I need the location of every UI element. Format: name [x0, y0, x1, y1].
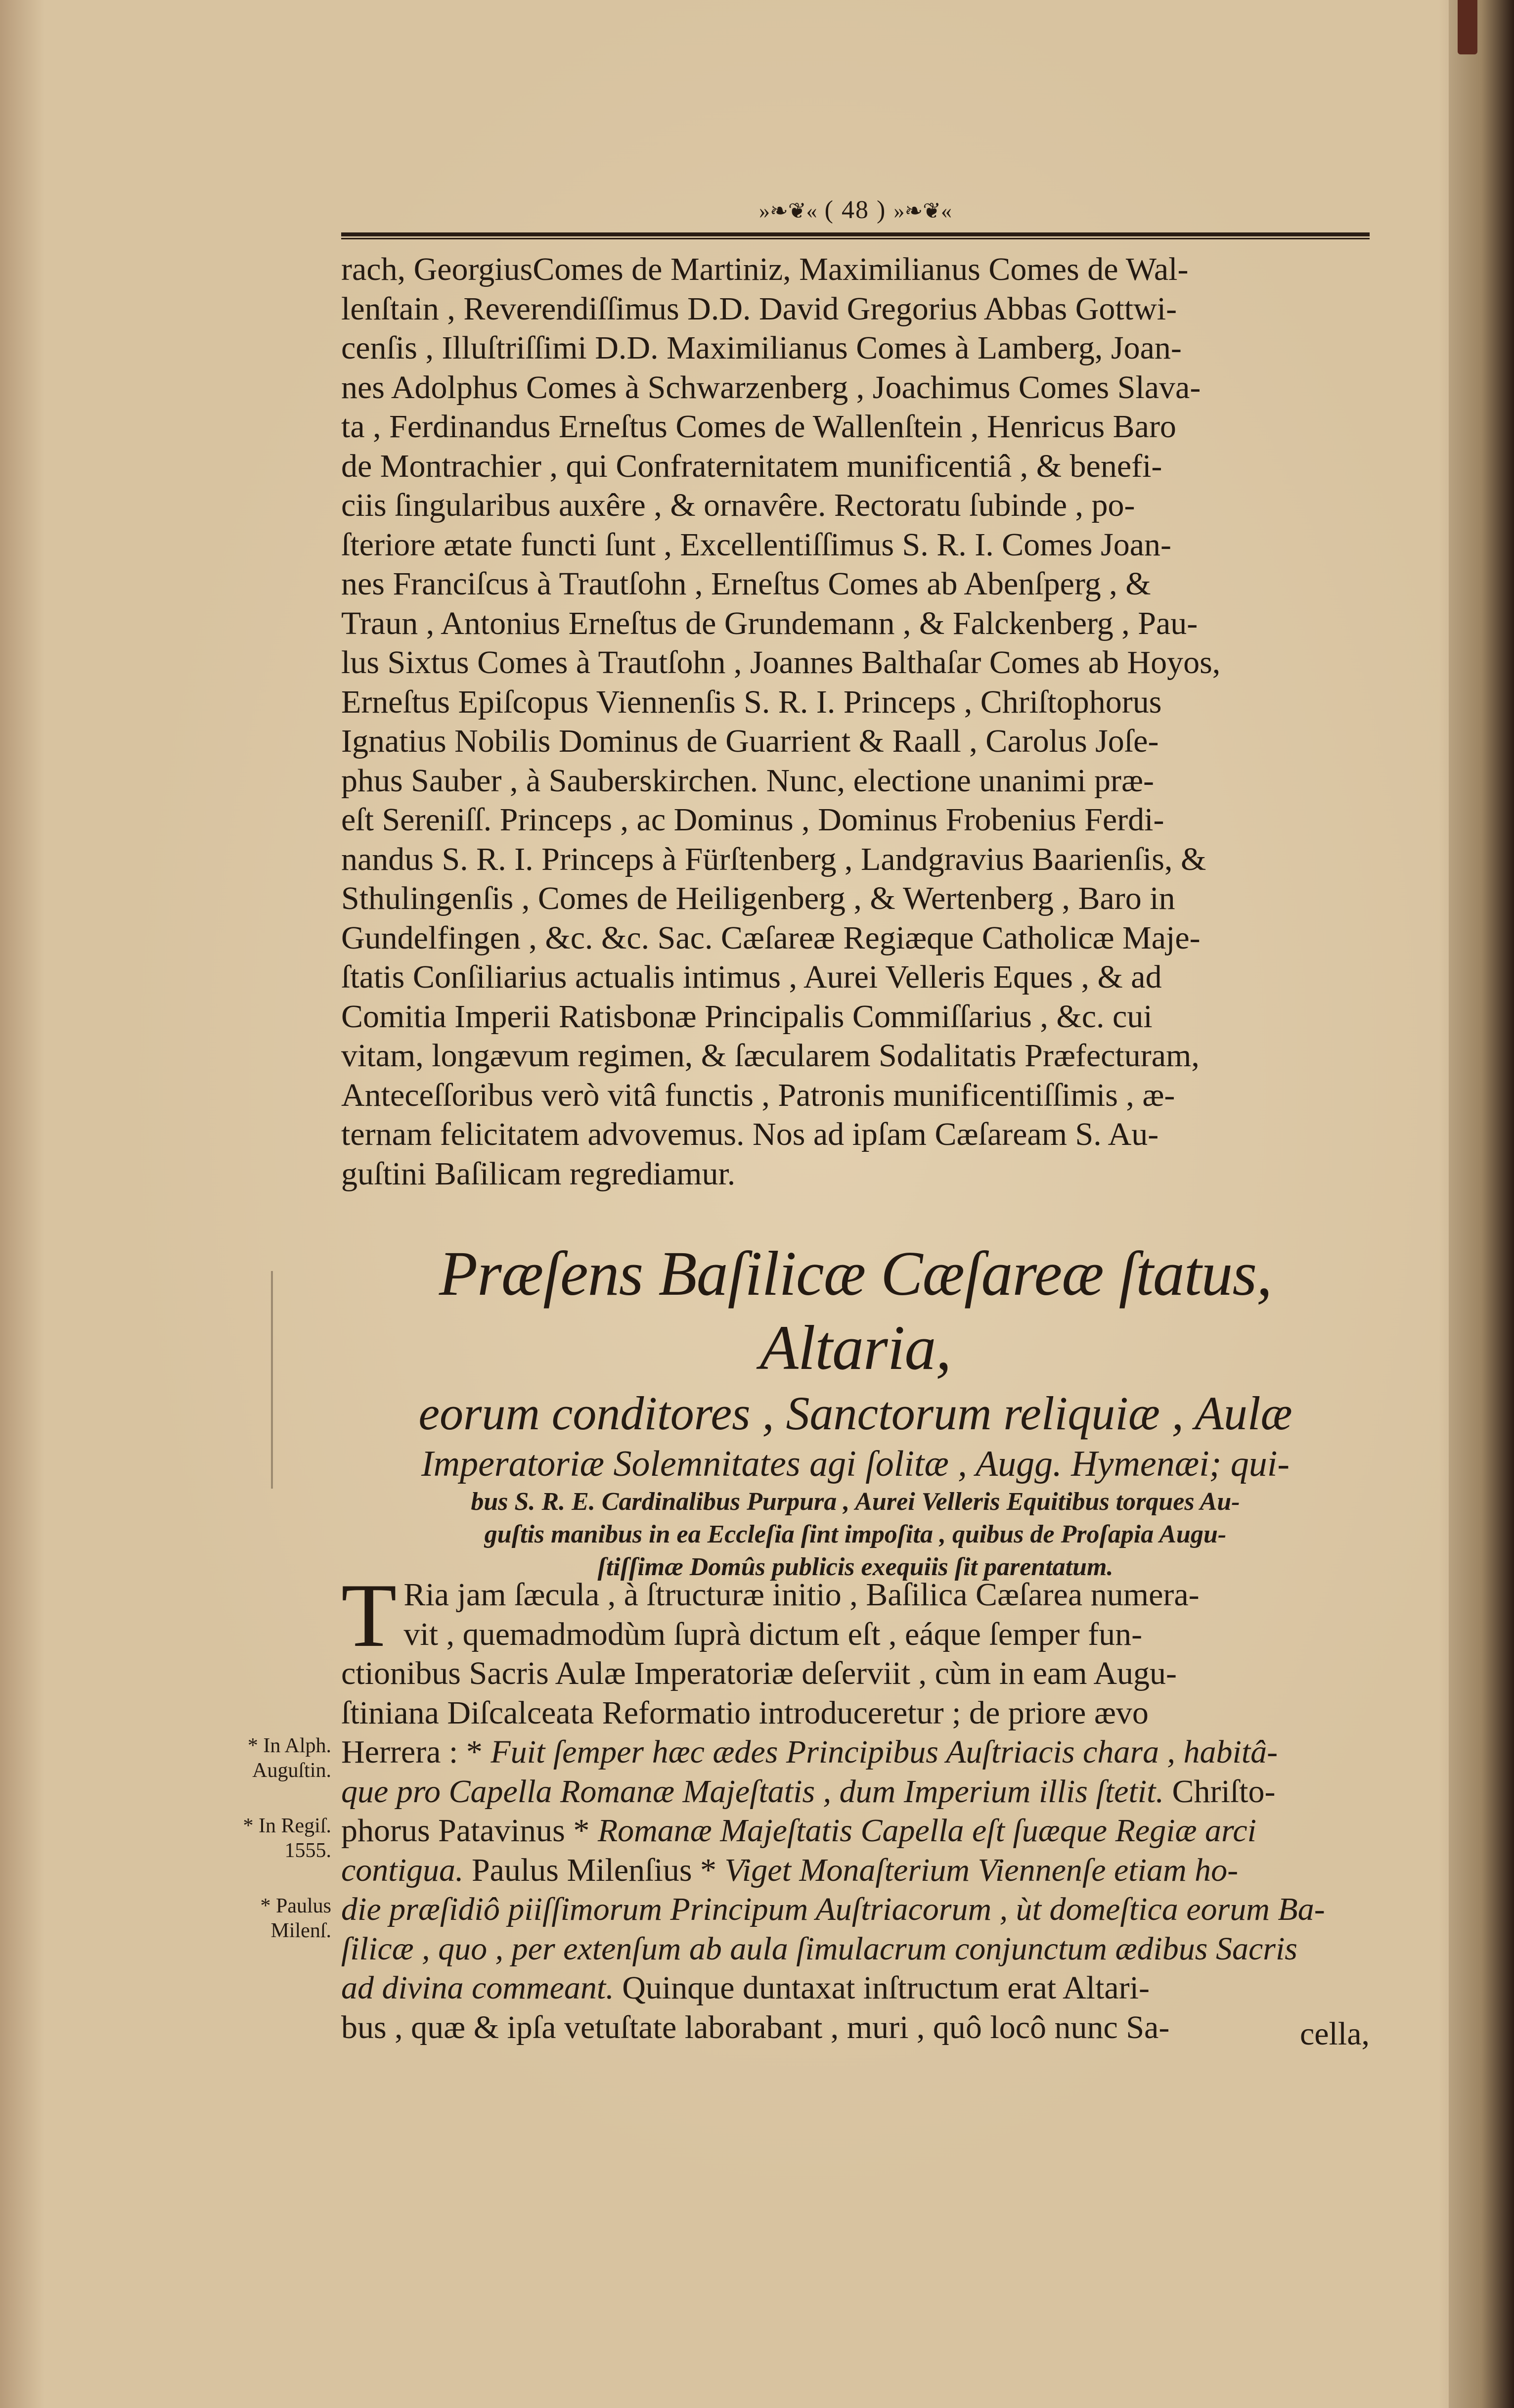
page-number: ( 48 )	[824, 196, 887, 224]
text-line	[341, 1732, 1370, 1772]
text-line: ternam felicitatem advovemus. Nos ad ipſam Cæſaream S. Au-	[341, 1116, 1159, 1152]
heading-line-4: bus S. R. E. Cardinalibus Purpura , Aurei Velleris Equitibus torques Au-	[471, 1488, 1240, 1516]
text-run: Herrera : *	[341, 1734, 491, 1770]
text-line: Ria jam ſæcula , à ſtructuræ initio , Baſilica Cæſarea numera-	[403, 1577, 1200, 1613]
text-line: eſt Sereniſſ. Princeps , ac Dominus , Dominus Frobenius Ferdi-	[341, 802, 1164, 838]
adjacent-page-edge	[1449, 0, 1514, 2408]
text-run: Paulus Milenſius *	[463, 1852, 725, 1888]
text-line: lus Sixtus Comes à Trautſohn , Joannes Balthaſar Comes ab Hoyos,	[341, 644, 1221, 681]
text-line: de Montrachier , qui Confraternitatem munificentiâ , & benefi-	[341, 448, 1162, 484]
text-line: ciis ſingularibus auxêre , & ornavêre. Rectoratu ſubinde , po-	[341, 487, 1135, 523]
text-line: nandus S. R. I. Princeps à Fürſtenberg , Landgravius Baarienſis, &	[341, 841, 1206, 877]
margin-note: * Paulus Milenſ.	[260, 1895, 331, 1942]
running-header	[341, 195, 1370, 230]
heading-line-6: ſtiſſimæ Domûs publicis exequiis ſit parentatum.	[597, 1553, 1113, 1581]
text-line	[341, 1851, 1370, 1890]
text-line: Ignatius Nobilis Dominus de Guarrient & Raall , Carolus Joſe-	[341, 723, 1159, 759]
text-line: die præſidiô piiſſimorum Principum Auſtriacorum , ùt domeſtica eorum Ba-	[341, 1891, 1325, 1927]
text-line	[341, 1811, 1370, 1851]
text-line: Comitia Imperii Ratisbonæ Principalis Commiſſarius , &c. cui	[341, 998, 1153, 1035]
quotation: Romanæ Majeſtatis Capella eſt ſuæque Regiæ arci	[597, 1813, 1256, 1849]
bookmark-ribbon	[1458, 0, 1477, 54]
text-line: guſtini Baſilicam regrediamur.	[341, 1155, 736, 1192]
text-line: ctionibus Sacris Aulæ Imperatoriæ deſerviit , cùm in eam Augu-	[341, 1655, 1177, 1691]
text-line: ſilicæ , quo , per extenſum ab aula ſimulacrum conjunctum ædibus Sacris	[341, 1930, 1297, 1967]
margin-note: * In Regiſ. 1555.	[243, 1815, 331, 1862]
header-ornament-left: »❧❦«	[758, 199, 817, 223]
text-line: Traun , Antonius Erneſtus de Grundemann , & Falckenberg , Pau-	[341, 605, 1198, 641]
text-line: bus , quæ & ipſa vetuſtate laborabant , muri , quô locô nunc Sa-	[341, 2009, 1170, 2045]
quotation: contigua.	[341, 1852, 464, 1888]
quotation: Viget Monaſterium Viennenſe etiam ho-	[724, 1852, 1239, 1888]
paragraph-confraternity	[341, 250, 1370, 1193]
quotation: ad divina commeant.	[341, 1970, 614, 2006]
text-line: rach, GeorgiusComes de Martiniz, Maximilianus Comes de Wal-	[341, 251, 1189, 287]
heading-line-3: Imperatoriæ Solemnitates agi ſolitæ , Augg. Hymenæi; qui-	[421, 1444, 1290, 1484]
text-line: Erneſtus Epiſcopus Viennenſis S. R. I. Princeps , Chriſtophorus	[341, 683, 1162, 720]
quotation: Fuit ſemper hæc ædes Principibus Auſtriacis chara , habitâ-	[490, 1734, 1278, 1770]
section-heading	[341, 1236, 1370, 1584]
text-line: ta , Ferdinandus Erneſtus Comes de Wallenſtein , Henricus Baro	[341, 409, 1176, 445]
text-line: ſtiniana Diſcalceata Reformatio introduceretur ; de priore ævo	[341, 1694, 1149, 1731]
text-line: Anteceſſoribus verò vitâ functis , Patronis munificentiſſimis , æ-	[341, 1077, 1175, 1113]
margin-notes	[208, 1733, 341, 1974]
text-run: phorus Patavinus *	[341, 1813, 598, 1849]
text-line: vit , quemadmodùm ſuprà dictum eſt , eáque ſemper fun-	[403, 1616, 1143, 1652]
drop-cap: T	[341, 1565, 397, 1666]
heading-line-5: guſtis manibus in ea Eccleſia ſint impoſita , quibus de Proſapia Augu-	[484, 1520, 1227, 1548]
text-line: Gundelfingen , &c. &c. Sac. Cæſareæ Regiæque Catholicæ Maje-	[341, 919, 1201, 956]
text-line	[341, 1968, 1370, 2008]
margin-pencil-mark	[271, 1271, 273, 1489]
text-line: cenſis , Illuſtriſſimi D.D. Maximilianus Comes à Lamberg, Joan-	[341, 330, 1182, 366]
text-line: phus Sauber , à Sauberskirchen. Nunc, electione unanimi præ-	[341, 762, 1155, 799]
margin-note: * In Alph. Auguſtin.	[247, 1734, 331, 1782]
header-rule	[341, 232, 1370, 239]
quotation: que pro Capella Romanæ Majeſtatis , dum Imperium illis ſtetit.	[341, 1773, 1164, 1810]
text-line: ſtatis Conſiliarius actualis intimus , Aurei Velleris Eques , & ad	[341, 959, 1162, 995]
text-line: nes Franciſcus à Trautſohn , Erneſtus Comes ab Abenſperg , &	[341, 566, 1151, 602]
text-line: ſteriore ætate functi ſunt , Excellentiſſimus S. R. I. Comes Joan-	[341, 526, 1172, 563]
text-line: nes Adolphus Comes à Schwarzenberg , Joachimus Comes Slava-	[341, 369, 1201, 406]
heading-line-1: Præſens Baſilicæ Cæſareæ ſtatus, Altaria,	[439, 1238, 1272, 1383]
catchword: cella,	[1299, 2016, 1370, 2052]
heading-line-2: eorum conditores , Sanctorum reliquiæ , Aulæ	[418, 1387, 1292, 1440]
text-line: Sthulingenſis , Comes de Heiligenberg , & Wertenberg , Baro in	[341, 880, 1175, 916]
text-line: vitam, longævum regimen, & ſæcularem Sodalitatis Præfecturam,	[341, 1038, 1200, 1074]
header-ornament-right: »❧❦«	[893, 199, 952, 223]
text-line: lenſtain , Reverendiſſimus D.D. David Gregorius Abbas Gottwi-	[341, 290, 1177, 327]
text-line	[341, 1772, 1370, 1812]
text-run: Quinque duntaxat inſtructum erat Altari-	[614, 1970, 1150, 2006]
text-run: Chriſto-	[1163, 1773, 1276, 1810]
